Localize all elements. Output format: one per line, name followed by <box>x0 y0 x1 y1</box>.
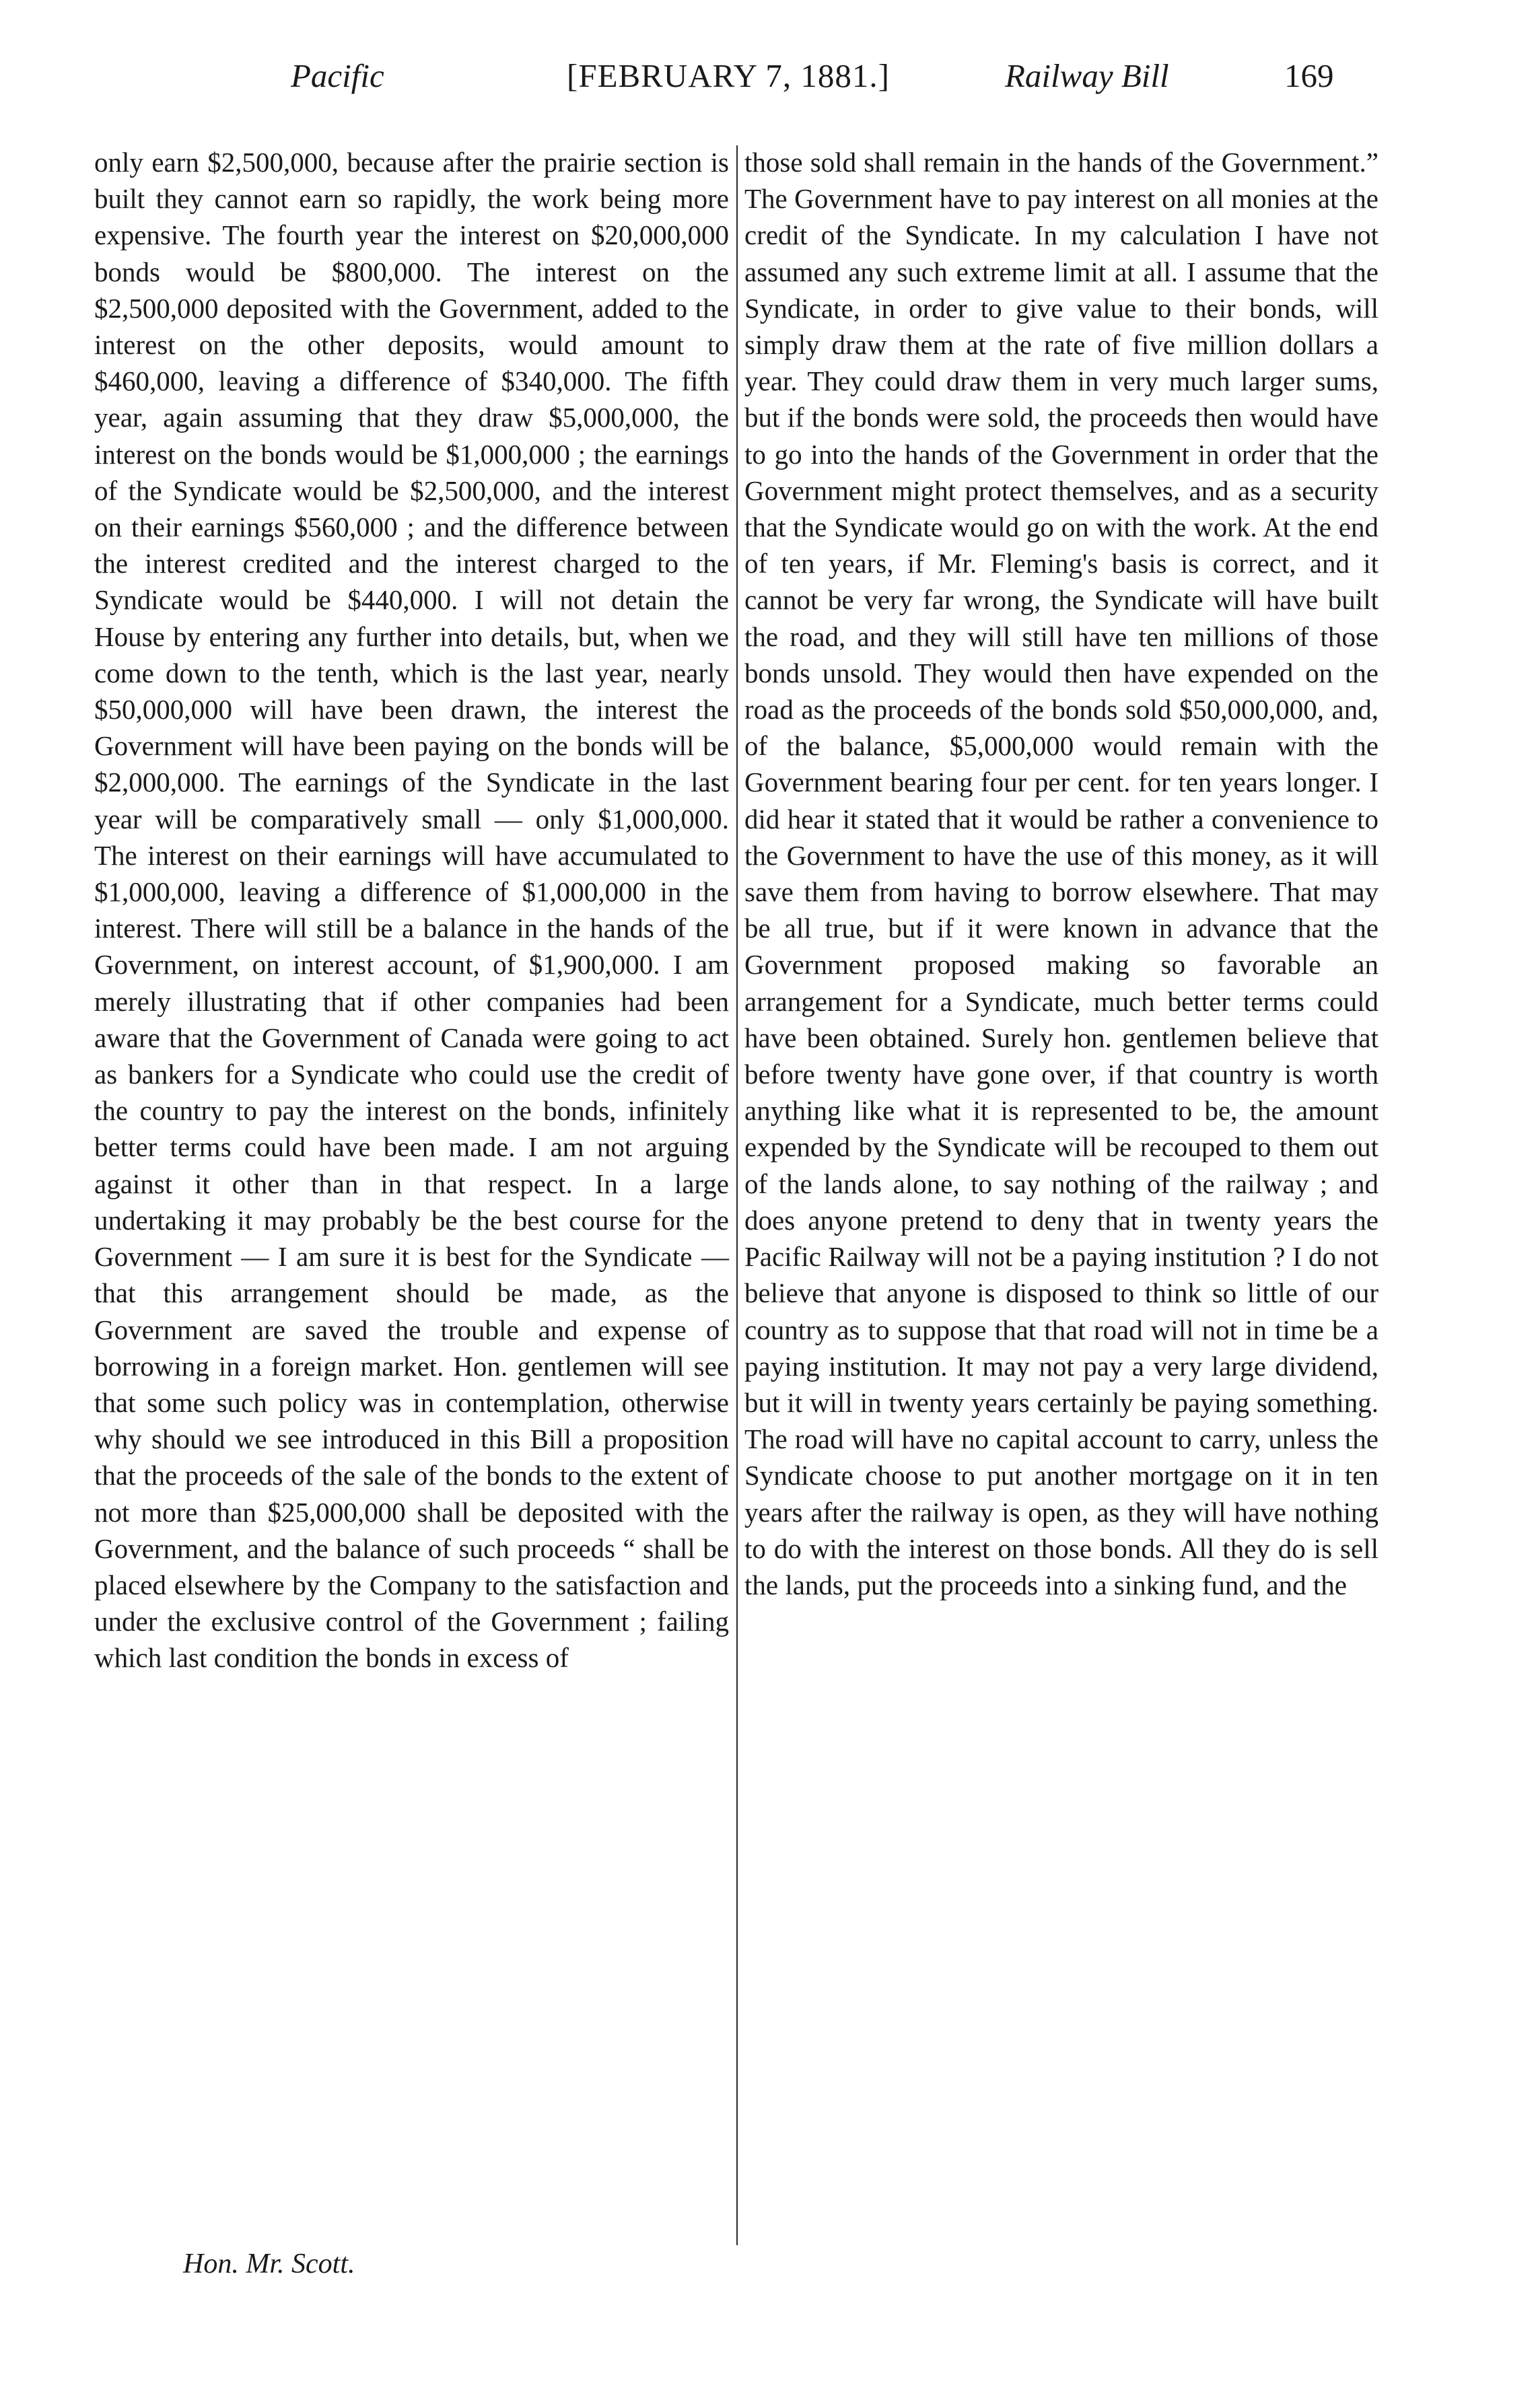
speaker-footer: Hon. Mr. Scott. <box>183 2248 355 2279</box>
right-column <box>744 144 1378 1603</box>
header-right-title: Railway Bill <box>1005 57 1169 94</box>
header-date: [FEBRUARY 7, 1881.] <box>567 57 891 94</box>
left-column <box>94 144 729 1676</box>
header-left-title: Pacific <box>291 57 384 94</box>
running-header <box>0 57 1536 117</box>
left-column-text: only earn $2,500,000, because after the prairie section is built they cannot earn so rapidly, the work being more expensive. The fourth year the interest on $20,000,000 bonds would be $800,000. The interest on the $2,500,000 deposited with the Government, added to the interest on the other deposits, would amount to $460,000, leaving a difference of $340,000. The fifth year, again assuming that they draw $5,000,000, the interest on the bonds would be $1,000,000 ; the earnings of the Syndicate would be $2,500,000, and the interest on their earnings $560,000 ; and the difference between the interest credited and the interest charged to the Syndicate would be $440,000. I will not detain the House by entering any further into details, but, when we come down to the tenth, which is the last year, nearly $50,000,000 will have been drawn, the interest the Government will have been paying on the bonds will be $2,000,000. The earnings of the Syndicate in the last year will be comparatively small — only $1,000,000. The interest on their earnings will have accumulated to $1,000,000, leaving a difference of $1,000,000 in the interest. There will still be a balance in the hands of the Government, on interest account, of $1,900,000. I am merely illustrating that if other companies had been aware that the Government of Canada were going to act as bankers for a Syndicate who could use the credit of the country to pay the interest on the bonds, infinitely better terms could have been made. I am not arguing against it other than in that respect. In a large undertaking it may probably be the best course for the Government — I am sure it is best for the Syndicate — that this arrangement should be made, as the Government are saved the trouble and expense of borrowing in a foreign market. Hon. gentlemen will see that some such policy was in contemplation, otherwise why should we see introduced in this Bill a proposition that the proceeds of the sale of the bonds to the extent of not more than $25,000,000 shall be deposited with the Government, and the balance of such proceeds “ shall be placed elsewhere by the Company to the satisfaction and under the exclusive control of the Government ; failing which last condition the bonds in excess of <box>94 147 729 1674</box>
right-column-text: those sold shall remain in the hands of the Government.” The Government have to pay interest on all monies at the credit of the Syndicate. In my calculation I have not assumed any such extreme limit at all. I assume that the Syndicate, in order to give value to their bonds, will simply draw them at the rate of five million dollars a year. They could draw them in very much larger sums, but if the bonds were sold, the proceeds then would have to go into the hands of the Government in order that the Government might protect themselves, and as a security that the Syndicate would go on with the work. At the end of ten years, if Mr. Fleming's basis is correct, and it cannot be very far wrong, the Syndicate will have built the road, and they will still have ten millions of those bonds unsold. They would then have expended on the road as the proceeds of the bonds sold $50,000,000, and, of the balance, $5,000,000 would remain with the Government bearing four per cent. for ten years longer. I did hear it stated that it would be rather a convenience to the Government to have the use of this money, as it will save them from having to borrow elsewhere. That may be all true, but if it were known in advance that the Government proposed making so favorable an arrangement for a Syndicate, much better terms could have been obtained. Surely hon. gentlemen believe that before twenty have gone over, if that country is worth anything like what it is represented to be, the amount expended by the Syndicate will be recouped to them out of the lands alone, to say nothing of the railway ; and does anyone pretend to deny that in twenty years the Pacific Railway will not be a paying institution ? I do not believe that anyone is disposed to think so little of our country as to suppose that that road will not in time be a paying institution. It may not pay a very large dividend, but it will in twenty years certainly be paying something. The road will have no capital account to carry, unless the Syndicate choose to put another mortgage on it in ten years after the railway is open, as they will have nothing to do with the interest on those bonds. All they do is sell the lands, put the proceeds into a sinking fund, and the <box>744 147 1378 1600</box>
column-divider <box>736 145 738 2245</box>
page-number: 169 <box>1284 57 1334 94</box>
